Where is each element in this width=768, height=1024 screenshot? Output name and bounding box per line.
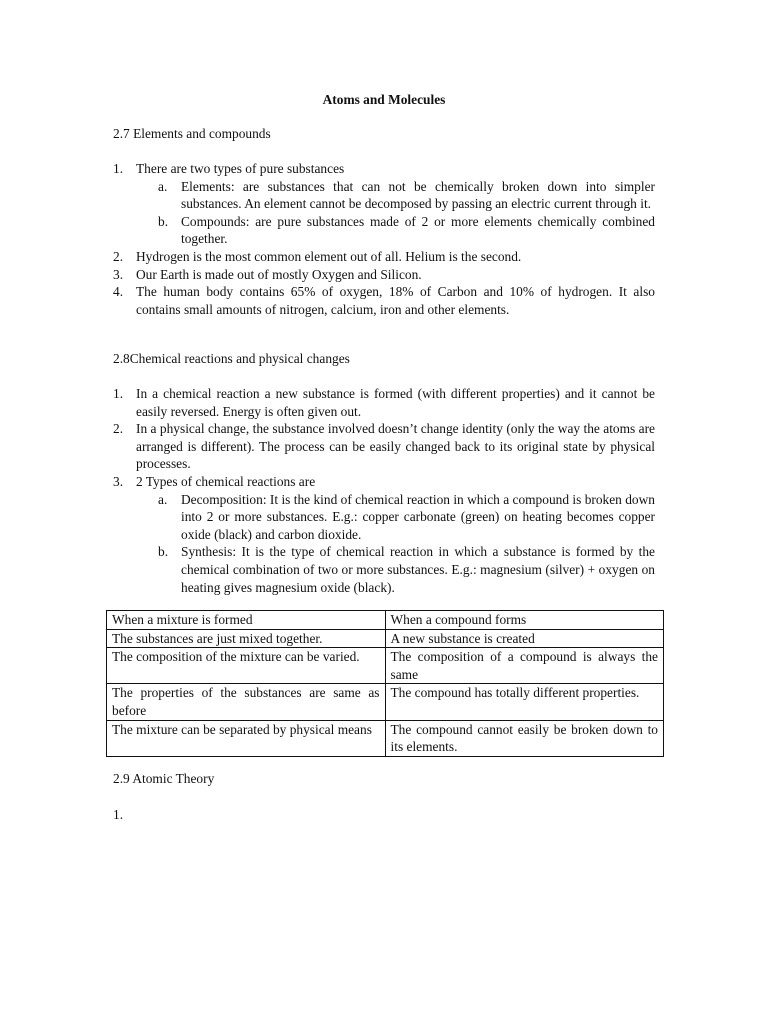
table-row [107, 720, 664, 756]
section-heading-2-7: 2.7 Elements and compounds [113, 126, 271, 141]
table-row [107, 629, 664, 648]
sub-list-item-letter: b. [158, 544, 169, 560]
table-cell: The substances are just mixed together. [107, 629, 386, 648]
sub-list-item [158, 213, 655, 248]
sub-list-item-letter: b. [158, 213, 169, 229]
section-heading-2-8: 2.8Chemical reactions and physical changes [113, 351, 350, 366]
sub-list-item-text: Decomposition: It is the kind of chemical reaction in which a compound is broken down into 2 or more substances. E.g.: copper carbonate (green) on heating becomes copper oxide (black) and carbon dioxide. [181, 491, 655, 542]
list-item-text: Hydrogen is the most common element out of all. Helium is the second. [136, 248, 522, 264]
sub-list-item-letter: a. [158, 491, 168, 507]
table-cell: A new substance is created [385, 629, 664, 648]
list-item [113, 248, 655, 266]
table-row [107, 648, 664, 684]
list-item-number: 2. [113, 421, 124, 437]
document-title: Atoms and Molecules [322, 92, 446, 107]
mixture-vs-compound-table [106, 610, 664, 757]
table-cell: When a mixture is formed [107, 611, 386, 630]
table-cell: The compound cannot easily be broken down to its elements. [385, 720, 664, 756]
table-cell: The compound has totally different properties. [385, 684, 664, 720]
sub-list-item [158, 178, 655, 213]
list-item-text: In a chemical reaction a new substance is formed (with different properties) and it cannot be easily reversed. Energy is often given out. [136, 386, 655, 419]
list-item-number: 3. [113, 266, 124, 282]
sub-list-item-text: Compounds: are pure substances made of 2 or more elements chemically combined together. [181, 213, 655, 247]
table-cell: The properties of the substances are same as before [107, 684, 386, 720]
list-item [113, 160, 655, 178]
list-item-text: The human body contains 65% of oxygen, 18% of Carbon and 10% of hydrogen. It also contains small amounts of nitrogen, calcium, iron and other elements. [136, 284, 655, 317]
list-item [113, 473, 655, 491]
list-item-text: 2 Types of chemical reactions are [136, 473, 316, 489]
table-row [107, 684, 664, 720]
list-item-number: 1. [113, 386, 124, 401]
list-item [113, 420, 655, 473]
sub-list-item-letter: a. [158, 178, 168, 194]
list-2-8 [113, 385, 655, 596]
list-2-7 [113, 160, 655, 318]
list-item-text: There are two types of pure substances [136, 161, 345, 176]
list-item-number: 4. [113, 284, 124, 300]
list-item [113, 385, 655, 420]
sub-list-item-text: Synthesis: It is the type of chemical reaction in which a substance is formed by the chemical combination of two or more substances. E.g.: magnesium (silver) + oxygen on heating gives magnesium oxide (black). [181, 544, 655, 595]
list-item [113, 266, 655, 284]
list-item-number: 1. [113, 807, 124, 822]
sub-list-item [158, 491, 655, 544]
list-item-number: 2. [113, 248, 124, 264]
list-item-text: Our Earth is made out of mostly Oxygen and Silicon. [136, 266, 422, 282]
list-item-number: 1. [113, 161, 124, 176]
table-cell: When a compound forms [385, 611, 664, 630]
list-item-text: In a physical change, the substance involved doesn’t change identity (only the way the atoms are arranged is different). The process can be easily changed back to its original state by physical processes. [136, 421, 655, 472]
section-heading-2-9: 2.9 Atomic Theory [113, 771, 215, 786]
list-item [113, 283, 655, 318]
table-row [107, 611, 664, 630]
table-cell: The composition of a compound is always the same [385, 648, 664, 684]
sub-list-item-text: Elements: are substances that can not be chemically broken down into simpler substances. An element cannot be decomposed by passing an electric current through it. [181, 178, 655, 212]
list-item-number: 3. [113, 473, 124, 489]
table-cell: The mixture can be separated by physical means [107, 720, 386, 756]
sub-list-item [158, 543, 655, 596]
table-cell: The composition of the mixture can be varied. [107, 648, 386, 684]
